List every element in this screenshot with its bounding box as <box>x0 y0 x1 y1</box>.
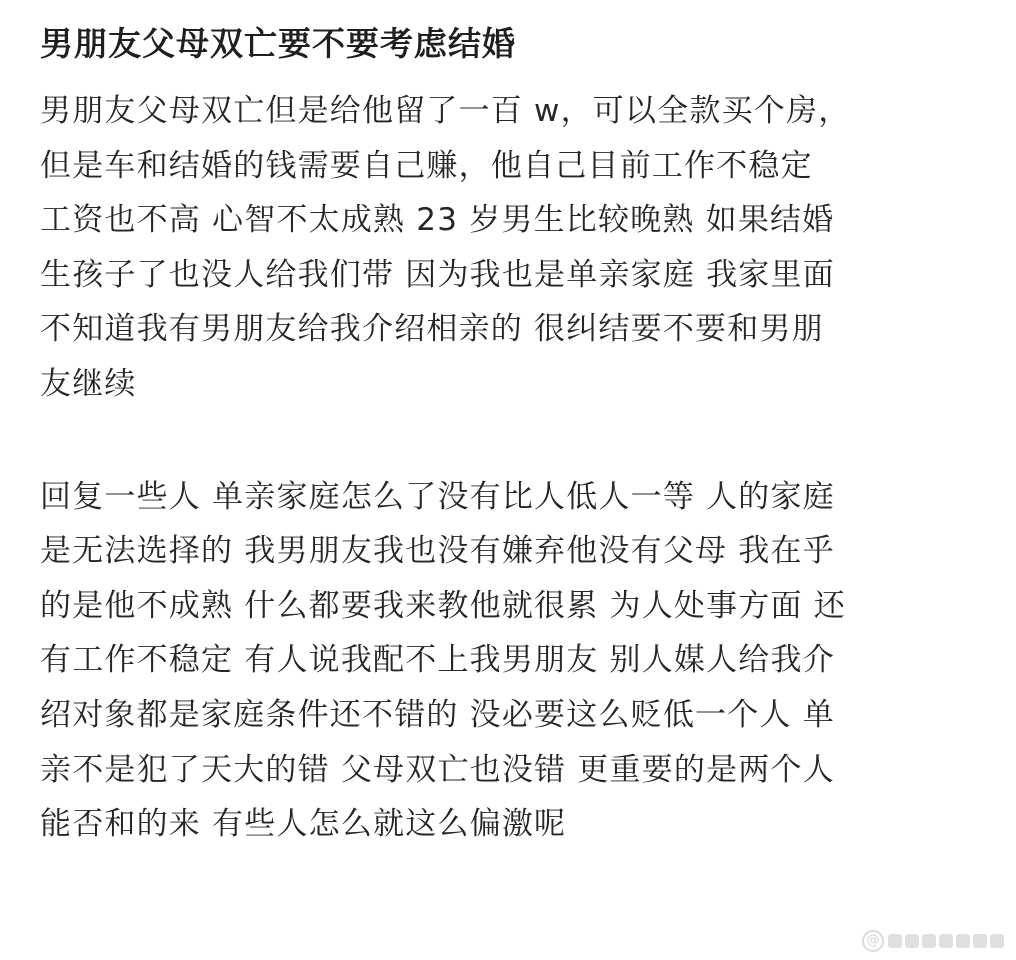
watermark <box>862 930 1004 952</box>
text-line: 能否和的来 有些人怎么就这么偏激呢 <box>40 806 567 843</box>
text-line: 友继续 <box>40 365 137 402</box>
post-body <box>40 84 980 852</box>
text-line: 工资也不高 心智不太成熟 23 岁男生比较晚熟 如果结婚 <box>40 202 835 239</box>
text-line: 生孩子了也没人给我们带 因为我也是单亲家庭 我家里面 <box>40 256 835 293</box>
post-paragraph-1 <box>40 84 980 412</box>
text-line: 不知道我有男朋友给我介绍相亲的 很纠结要不要和男朋 <box>40 311 824 348</box>
text-line: 回复一些人 单亲家庭怎么了没有比人低人一等 人的家庭 <box>40 478 835 515</box>
post-card <box>40 18 980 852</box>
post-title: 男朋友父母双亡要不要考虑结婚 <box>40 24 516 63</box>
blurred-username <box>888 934 1004 948</box>
text-line: 绍对象都是家庭条件还不错的 没必要这么贬低一个人 单 <box>40 696 835 733</box>
text-line: 男朋友父母双亡但是给他留了一百 w，可以全款买个房， <box>40 93 851 129</box>
text-line: 有工作不稳定 有人说我配不上我男朋友 别人媒人给我介 <box>40 642 835 679</box>
at-sign-icon: @ <box>862 930 884 952</box>
text-line: 但是车和结婚的钱需要自己赚，他自己目前工作不稳定 <box>40 147 813 184</box>
text-line: 亲不是犯了天大的错 父母双亡也没错 更重要的是两个人 <box>40 751 835 788</box>
post-paragraph-2 <box>40 470 980 852</box>
text-line: 的是他不成熟 什么都要我来教他就很累 为人处事方面 还 <box>40 587 846 624</box>
text-line: 是无法选择的 我男朋友我也没有嫌弃他没有父母 我在乎 <box>40 533 835 570</box>
